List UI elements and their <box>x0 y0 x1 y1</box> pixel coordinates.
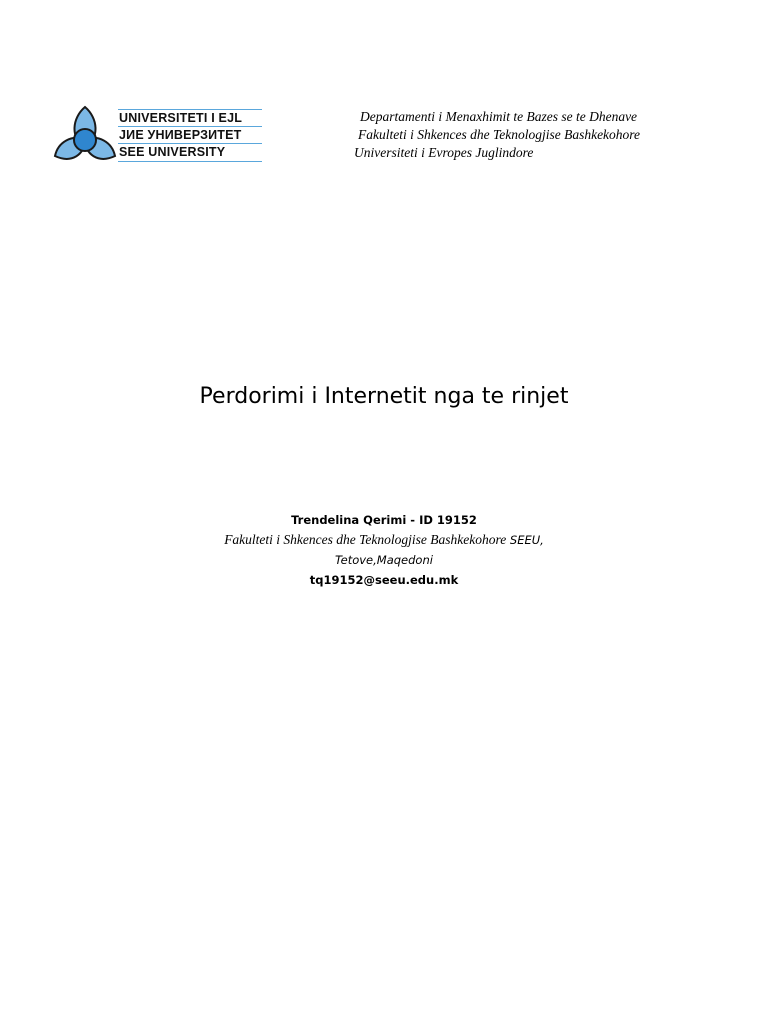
author-city: Tetove,Maqedoni <box>335 553 433 567</box>
author-email: tq19152@seeu.edu.mk <box>309 573 459 587</box>
logo-line-albanian: UNIVERSITETI I EJL <box>118 109 262 126</box>
document-title: Perdorimi i Internetit nga te rinjet <box>199 384 569 409</box>
faculty-name: Fakulteti i Shkences dhe Teknologjise Bashkekohore <box>358 127 641 142</box>
author-faculty-suffix: SEEU, <box>506 533 544 547</box>
author-name-id: Trendelina Qerimi - ID 19152 <box>291 513 477 527</box>
department-name: Departamenti i Menaxhimit te Bazes se te Dhenave <box>360 109 638 124</box>
author-faculty-line <box>0 530 768 550</box>
university-logo <box>52 104 264 168</box>
seeu-trefoil-logo-icon <box>52 104 118 168</box>
author-faculty: Fakulteti i Shkences dhe Teknologjise Bashkekohore <box>224 532 507 547</box>
institution-header <box>354 108 754 162</box>
university-name: Universiteti i Evropes Juglindore <box>354 145 534 160</box>
logo-wordmark <box>118 109 262 162</box>
author-block <box>0 510 768 590</box>
logo-line-macedonian: ЈИЕ УНИВЕРЗИТЕТ <box>118 126 262 143</box>
logo-line-english: SEE UNIVERSITY <box>118 143 262 162</box>
